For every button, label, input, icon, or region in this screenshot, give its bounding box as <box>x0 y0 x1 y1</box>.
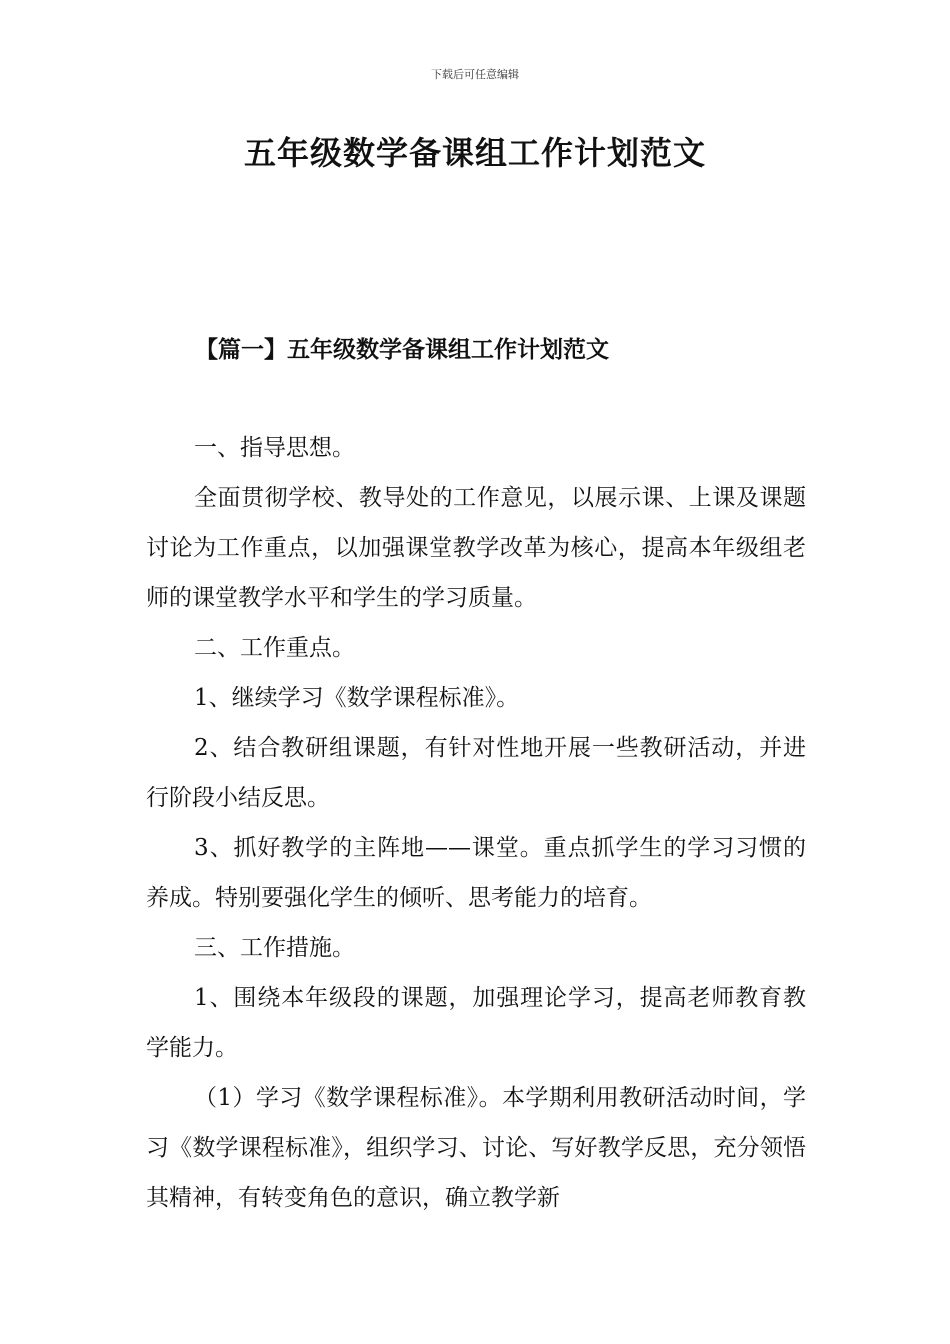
header-note: 下载后可任意编辑 <box>431 68 519 81</box>
heading-guiding-ideology: 一、指导思想。 <box>194 435 355 461</box>
heading-work-focus: 二、工作重点。 <box>194 635 355 661</box>
body-text <box>146 423 806 1223</box>
section-heading: 【篇一】五年级数学备课组工作计划范文 <box>195 336 609 363</box>
paragraph-measure-1-1: （1）学习《数学课程标准》。本学期利用教研活动时间，学习《数学课程标准》，组织学习、讨论、写好教学反思，充分领悟其精神，有转变角色的意识，确立教学新 <box>146 1085 806 1211</box>
paragraph-guiding-ideology: 全面贯彻学校、教导处的工作意见，以展示课、上课及课题讨论为工作重点，以加强课堂教学改革为核心，提高本年级组老师的课堂教学水平和学生的学习质量。 <box>146 485 806 611</box>
document-title: 五年级数学备课组工作计划范文 <box>243 134 706 172</box>
paragraph-focus-2: 2、结合教研组课题，有针对性地开展一些教研活动，并进行阶段小结反思。 <box>146 735 806 811</box>
paragraph-focus-1: 1、继续学习《数学课程标准》。 <box>194 685 520 711</box>
paragraph-measure-1: 1、围绕本年级段的课题，加强理论学习，提高老师教育教学能力。 <box>146 985 806 1061</box>
paragraph-focus-3: 3、抓好教学的主阵地——课堂。重点抓学生的学习习惯的养成。特别要强化学生的倾听、思考能力的培育。 <box>146 835 806 911</box>
heading-work-measures: 三、工作措施。 <box>194 935 355 961</box>
